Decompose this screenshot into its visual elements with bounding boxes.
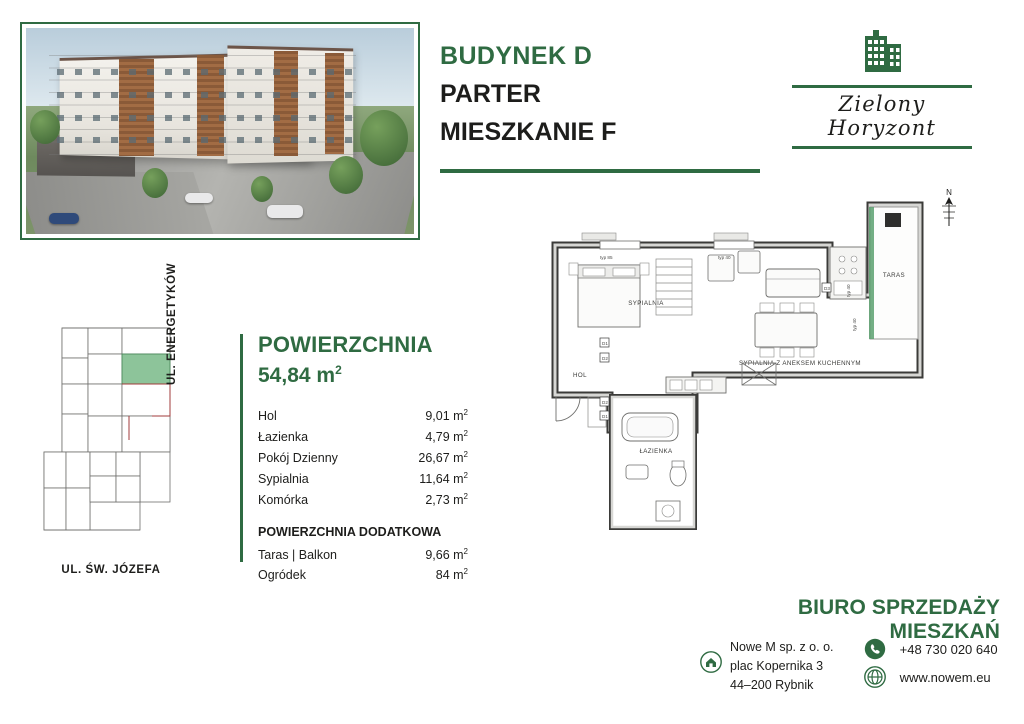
extra-area-sup: 2 xyxy=(463,546,468,556)
svg-text:D2: D2 xyxy=(602,356,608,361)
total-area-value: 54,84 m xyxy=(258,364,336,387)
room-label-lazienka: ŁAZIENKA xyxy=(639,448,673,455)
render-tree xyxy=(329,156,363,194)
phone-contact[interactable] xyxy=(864,638,998,660)
floor-title: PARTER xyxy=(440,80,541,108)
render-window-row xyxy=(57,69,352,75)
render-window-row xyxy=(57,92,352,98)
room-area-row xyxy=(258,427,468,448)
svg-text:D2: D2 xyxy=(602,400,608,405)
terrace-area xyxy=(869,207,918,339)
extra-area-number: 84 m xyxy=(435,568,464,583)
logo-rule-bottom xyxy=(792,146,972,149)
building-render-image xyxy=(26,28,414,234)
room-area-number: 4,79 m xyxy=(425,430,464,445)
render-car xyxy=(185,193,213,203)
extra-area-list xyxy=(258,545,468,587)
room-area-sup: 2 xyxy=(463,449,468,459)
render-car xyxy=(267,205,303,218)
room-area-row xyxy=(258,448,468,469)
extra-name: Ogródek xyxy=(258,568,306,583)
room-name: Pokój Dzienny xyxy=(258,450,338,465)
highlighted-apartment xyxy=(122,354,170,384)
brand-name: Zielony Horyzont xyxy=(827,92,937,140)
room-label-sypialnia: SYPIALNIA xyxy=(628,300,664,307)
room-area-row xyxy=(258,469,468,490)
sales-office-title: BIURO SPRZEDAŻY MIESZKAŃ xyxy=(797,596,1000,643)
extra-area-sup: 2 xyxy=(463,567,468,577)
street-label-left: UL. ENERGETYKÓW xyxy=(166,262,178,385)
dimension-label: typ 40 xyxy=(846,284,851,297)
street-label-bottom: UL. ŚW. JÓZEFA xyxy=(61,564,161,576)
building-title: BUDYNEK D xyxy=(440,42,593,70)
address-city: 44–200 Rybnik xyxy=(730,677,814,692)
address-street: plac Kopernika 3 xyxy=(730,658,824,673)
render-window-row xyxy=(57,115,352,121)
render-window-row xyxy=(57,137,352,143)
extra-area-value xyxy=(425,545,468,566)
room-area-value xyxy=(418,448,468,469)
vertical-divider xyxy=(240,334,243,562)
room-area-list xyxy=(258,406,468,511)
building-icon xyxy=(851,30,913,74)
website-contact[interactable] xyxy=(864,666,991,688)
room-label-hol: HOL xyxy=(573,372,587,379)
render-road-secondary xyxy=(26,172,215,234)
extra-area-row xyxy=(258,545,468,566)
logo-rule-top xyxy=(792,85,972,88)
dimension-label: typ 40 xyxy=(852,318,857,331)
room-area-value xyxy=(425,490,468,511)
svg-text:D1: D1 xyxy=(602,341,608,346)
areas-heading: POWIERZCHNIA xyxy=(258,332,433,357)
brand-logo xyxy=(782,30,982,149)
room-area-number: 11,64 m xyxy=(419,471,464,486)
room-name: Sypialnia xyxy=(258,471,309,486)
phone-number: +48 730 020 640 xyxy=(899,641,998,657)
room-name: Hol xyxy=(258,409,277,423)
room-name: Łazienka xyxy=(258,429,309,444)
render-car xyxy=(49,213,79,224)
areas-panel xyxy=(258,332,468,586)
total-area xyxy=(258,363,468,388)
dimension-label: typ 40 xyxy=(718,255,731,260)
sales-office-address xyxy=(730,638,880,694)
room-label-taras: TARAS xyxy=(882,272,906,279)
room-area-number: 9,01 m xyxy=(425,409,464,424)
dimension-label: typ 85 xyxy=(600,255,613,260)
extra-area-number: 9,66 m xyxy=(425,547,464,562)
total-area-unit-sup: 2 xyxy=(335,363,342,377)
room-area-number: 26,67 m xyxy=(418,450,464,465)
building-render-frame xyxy=(20,22,420,240)
bathroom-area xyxy=(612,397,694,527)
phone-icon xyxy=(864,638,886,660)
room-area-sup: 2 xyxy=(463,491,468,501)
company-name: Nowe M sp. z o. o. xyxy=(730,640,834,654)
title-divider xyxy=(440,169,760,173)
room-name: Komórka xyxy=(258,492,309,507)
room-area-value xyxy=(425,427,468,448)
globe-icon xyxy=(864,666,886,688)
floor-plan xyxy=(470,185,1000,565)
room-area-number: 2,73 m xyxy=(425,492,464,507)
title-block xyxy=(440,42,760,147)
extra-area-value xyxy=(436,565,468,586)
room-area-sup: 2 xyxy=(463,408,468,417)
room-area-sup: 2 xyxy=(463,428,468,438)
svg-text:D1: D1 xyxy=(602,414,608,419)
apartment-title: MIESZKANIE F xyxy=(440,118,617,146)
render-tree xyxy=(360,110,408,166)
room-area-value xyxy=(425,406,468,427)
website-url: www.nowem.eu xyxy=(899,669,991,685)
svg-text:D3: D3 xyxy=(824,286,830,291)
room-label-sypialnia-aneks: SYPIALNIA Z ANEKSEM KUCHENNYM xyxy=(739,360,861,367)
room-area-sup: 2 xyxy=(463,470,468,480)
extra-name: Taras | Balkon xyxy=(258,547,337,562)
extra-area-row xyxy=(258,565,468,586)
room-area-value xyxy=(419,469,468,490)
room-area-row xyxy=(258,406,468,427)
svg-text:N: N xyxy=(946,188,952,197)
home-icon xyxy=(700,651,722,673)
extra-areas-heading: POWIERZCHNIA DODATKOWA xyxy=(258,524,442,539)
room-area-row xyxy=(258,490,468,511)
